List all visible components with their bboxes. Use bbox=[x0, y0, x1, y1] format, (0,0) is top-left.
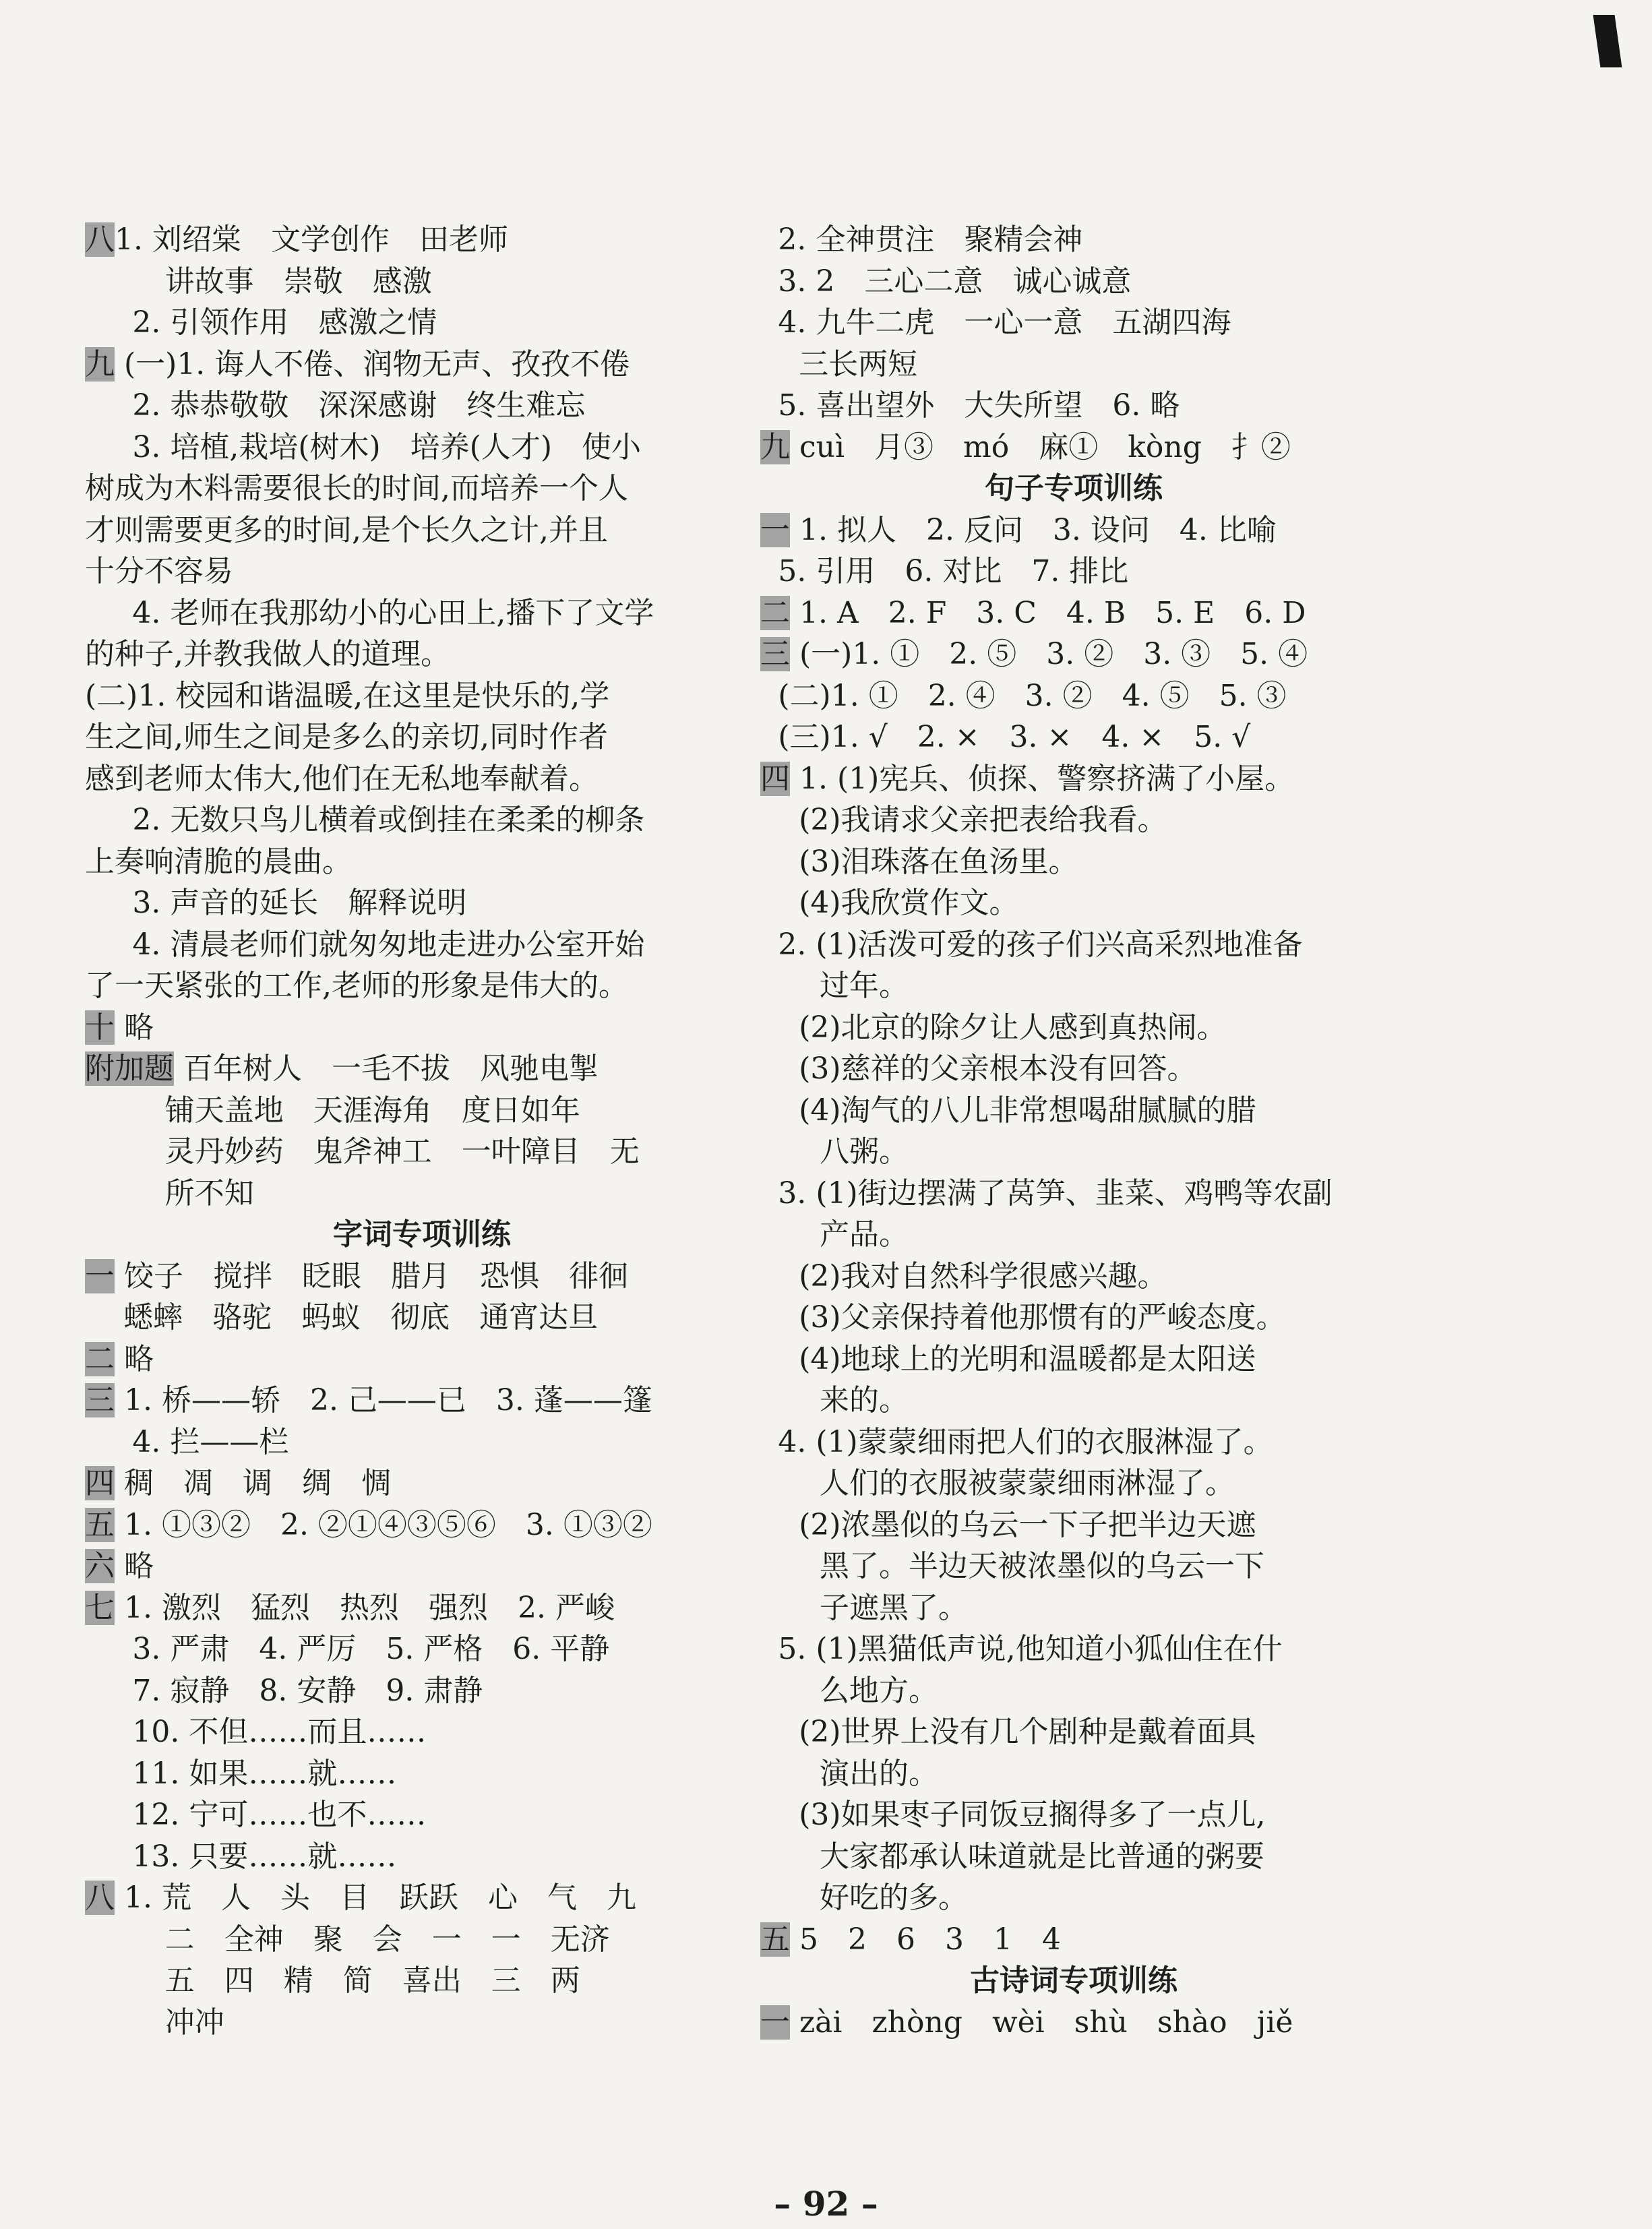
answer-text: 4. 九牛二虎 一心一意 五湖四海 bbox=[778, 305, 1231, 340]
answer-text: 略 bbox=[115, 1341, 154, 1376]
answer-text: 百年树人 一毛不拔 风驰电掣 bbox=[174, 1051, 599, 1086]
answer-text: 2. 无数只鸟儿横着或倒挂在柔柔的柳条 bbox=[132, 803, 645, 837]
answer-text: 了一天紧张的工作,老师的形象是伟大的。 bbox=[85, 969, 628, 1003]
answer-text: 生之间,师生之间是多么的亲切,同时作者 bbox=[85, 720, 608, 754]
answer-text: (4)地球上的光明和温暖都是太阳送 bbox=[799, 1341, 1256, 1376]
answer-text: 饺子 搅拌 眨眼 腊月 恐惧 徘徊 bbox=[115, 1258, 628, 1293]
answer-line bbox=[85, 1007, 759, 1049]
question-number-tag: 四 bbox=[760, 761, 790, 796]
answer-line bbox=[85, 427, 759, 468]
answer-text: (3)泪珠落在鱼汤里。 bbox=[799, 844, 1078, 879]
answer-line bbox=[760, 1877, 1387, 1919]
answer-line bbox=[85, 799, 759, 841]
answer-line bbox=[760, 1504, 1387, 1546]
answer-line bbox=[760, 1836, 1387, 1878]
answer-text: 2. (1)活泼可爱的孩子们兴高采烈地准备 bbox=[778, 927, 1303, 962]
answer-text: 2. 恭恭敬敬 深深感谢 终生难忘 bbox=[132, 388, 586, 423]
answer-line bbox=[760, 1048, 1387, 1090]
answer-line bbox=[760, 1670, 1387, 1712]
answer-line bbox=[85, 468, 759, 510]
answer-text: (一)1. 诲人不倦、润物无声、孜孜不倦 bbox=[115, 346, 630, 381]
answer-text: (一)1. ① 2. ⑤ 3. ② 3. ③ 5. ④ bbox=[790, 637, 1308, 671]
answer-line bbox=[760, 510, 1387, 551]
answer-line bbox=[85, 261, 759, 303]
answer-text: 11. 如果……就…… bbox=[132, 1756, 397, 1791]
answer-text: (4)我欣赏作文。 bbox=[799, 886, 1019, 920]
answer-text: 5. (1)黑猫低声说,他知道小狐仙住在什 bbox=[778, 1632, 1283, 1666]
answer-line bbox=[85, 1504, 759, 1546]
answer-line bbox=[85, 924, 759, 966]
answer-line bbox=[760, 634, 1387, 675]
answer-line bbox=[85, 758, 759, 800]
answer-line bbox=[760, 551, 1387, 592]
answer-text: 大家都承认味道就是比普通的粥要 bbox=[820, 1839, 1264, 1874]
answer-line bbox=[760, 1753, 1387, 1795]
answer-text: 人们的衣服被蒙蒙细雨淋湿了。 bbox=[820, 1466, 1235, 1500]
answer-line bbox=[760, 758, 1387, 800]
answer-text: 4. (1)蒙蒙细雨把人们的衣服淋湿了。 bbox=[778, 1424, 1273, 1459]
answer-text: 5 2 6 3 1 4 bbox=[790, 1922, 1061, 1957]
question-number-tag: 三 bbox=[85, 1383, 115, 1417]
answer-text: 蟋蟀 骆驼 蚂蚁 彻底 通宵达旦 bbox=[123, 1300, 599, 1335]
question-number-tag: 八 bbox=[85, 222, 115, 257]
answer-line bbox=[85, 675, 759, 717]
answer-text: 10. 不但……而且…… bbox=[132, 1715, 427, 1749]
section-title: 句子专项训练 bbox=[985, 471, 1163, 506]
answer-text: 十分不容易 bbox=[85, 554, 233, 588]
answer-line bbox=[760, 1380, 1387, 1422]
question-number-tag: 二 bbox=[760, 595, 790, 630]
answer-line bbox=[760, 1546, 1387, 1587]
answer-line bbox=[85, 1463, 759, 1504]
answer-text: 3. (1)街边摆满了莴笋、韭菜、鸡鸭等农副 bbox=[778, 1175, 1333, 1211]
answer-line bbox=[760, 1131, 1387, 1173]
question-number-tag: 五 bbox=[85, 1507, 115, 1542]
answer-text: 4. 清晨老师们就匆匆地走进办公室开始 bbox=[132, 927, 645, 962]
answer-text: 1. (1)宪兵、侦探、警察挤满了小屋。 bbox=[790, 761, 1295, 796]
answer-text: 1. 拟人 2. 反问 3. 设问 4. 比喻 bbox=[790, 512, 1277, 547]
answer-text: 么地方。 bbox=[820, 1673, 938, 1708]
answer-line bbox=[760, 965, 1387, 1007]
answer-text: 略 bbox=[115, 1010, 154, 1045]
answer-text: 演出的。 bbox=[820, 1756, 938, 1791]
answer-text: 4. 老师在我那幼小的心田上,播下了文学 bbox=[132, 595, 654, 630]
answer-text: (2)浓墨似的乌云一下子把半边天遮 bbox=[799, 1507, 1256, 1542]
answer-line bbox=[760, 1422, 1387, 1463]
answer-text: 感到老师太伟大,他们在无私地奉献着。 bbox=[85, 761, 599, 796]
answer-text: 2. 引领作用 感激之情 bbox=[132, 305, 437, 340]
answer-text: 1. A 2. F 3. C 4. B 5. E 6. D bbox=[790, 595, 1306, 630]
answer-line bbox=[760, 799, 1387, 841]
answer-text: (3)慈祥的父亲根本没有回答。 bbox=[799, 1051, 1197, 1086]
answer-text: 树成为木料需要很长的时间,而培养一个人 bbox=[85, 471, 628, 506]
answer-line bbox=[85, 551, 759, 592]
answer-line bbox=[760, 385, 1387, 427]
answer-text: 来的。 bbox=[820, 1383, 909, 1417]
answer-text: 冲冲 bbox=[164, 2005, 224, 2040]
answer-line bbox=[85, 965, 759, 1007]
answer-text: 产品。 bbox=[820, 1217, 909, 1252]
answer-line bbox=[85, 716, 759, 758]
answer-line bbox=[85, 1256, 759, 1297]
answer-line bbox=[85, 385, 759, 427]
answer-line bbox=[85, 1297, 759, 1339]
question-number-tag: 一 bbox=[85, 1258, 115, 1293]
answer-line bbox=[85, 1173, 759, 1215]
question-number-tag: 二 bbox=[85, 1341, 115, 1376]
answer-text: 好吃的多。 bbox=[820, 1881, 968, 1915]
answer-text: 过年。 bbox=[820, 969, 909, 1003]
page-number: – 92 – bbox=[774, 2184, 878, 2224]
answer-text: 3. 严肃 4. 严厉 5. 严格 6. 平静 bbox=[132, 1632, 610, 1666]
answer-text: (3)如果枣子同饭豆搁得多了一点儿, bbox=[799, 1798, 1266, 1832]
answer-text: 二 全神 聚 会 一 一 无济 bbox=[164, 1922, 610, 1957]
question-number-tag: 八 bbox=[85, 1881, 115, 1915]
answer-line bbox=[85, 1090, 759, 1132]
answer-line bbox=[85, 1628, 759, 1670]
answer-text: 三长两短 bbox=[799, 346, 918, 381]
answer-line bbox=[85, 1339, 759, 1380]
answer-text: 7. 寂静 8. 安静 9. 肃静 bbox=[132, 1673, 483, 1708]
answer-text: 讲故事 崇敬 感激 bbox=[164, 264, 432, 299]
answer-line bbox=[760, 1919, 1387, 1961]
answer-line bbox=[85, 1753, 759, 1795]
answer-text: 黑了。半边天被浓墨似的乌云一下 bbox=[820, 1549, 1264, 1583]
answer-line bbox=[760, 1339, 1387, 1380]
answer-line bbox=[85, 302, 759, 344]
answer-text: 3. 培植,栽培(树木) 培养(人才) 使小 bbox=[132, 429, 642, 464]
question-number-tag: 四 bbox=[85, 1466, 115, 1500]
answer-line bbox=[85, 1960, 759, 2002]
answer-text: 略 bbox=[115, 1549, 154, 1583]
answer-text: (二)1. ① 2. ④ 3. ② 4. ⑤ 5. ③ bbox=[778, 678, 1287, 713]
answer-line bbox=[85, 882, 759, 924]
answer-line bbox=[760, 841, 1387, 883]
answer-text: 1. 激烈 猛烈 热烈 强烈 2. 严峻 bbox=[115, 1590, 615, 1625]
answer-line bbox=[760, 344, 1387, 386]
question-number-tag: 九 bbox=[760, 429, 790, 464]
answer-text: 五 四 精 简 喜出 三 两 bbox=[164, 1963, 580, 1998]
answer-text: 稠 凋 调 绸 惆 bbox=[115, 1466, 391, 1500]
answer-line bbox=[760, 675, 1387, 717]
answer-text: 13. 只要……就…… bbox=[132, 1839, 397, 1874]
question-number-tag: 一 bbox=[760, 2005, 790, 2040]
question-number-tag: 九 bbox=[85, 346, 115, 381]
answer-line bbox=[85, 1670, 759, 1712]
answer-line bbox=[760, 1256, 1387, 1297]
answer-line bbox=[85, 1794, 759, 1836]
question-number-tag: 七 bbox=[85, 1590, 115, 1625]
answer-text: (二)1. 校园和谐温暖,在这里是快乐的,学 bbox=[85, 678, 610, 713]
answer-text: 1. 荒 人 头 目 跃跃 心 气 九 bbox=[115, 1881, 636, 1915]
answer-line bbox=[760, 2002, 1387, 2044]
answer-line bbox=[85, 1422, 759, 1463]
answer-text: 5. 引用 6. 对比 7. 排比 bbox=[778, 554, 1129, 588]
answer-line bbox=[85, 1919, 759, 1961]
answer-text: (三)1. √ 2. × 3. × 4. × 5. √ bbox=[778, 720, 1251, 754]
answer-line bbox=[760, 1297, 1387, 1339]
answer-text: 5. 喜出望外 大失所望 6. 略 bbox=[778, 388, 1180, 423]
answer-line bbox=[760, 882, 1387, 924]
answer-text: 1. 桥——轿 2. 己——已 3. 蓬——篷 bbox=[115, 1383, 652, 1417]
left-column bbox=[85, 219, 759, 2043]
answer-text: 3. 声音的延长 解释说明 bbox=[132, 886, 467, 920]
answer-text: zài zhòng wèi shù shào jiě bbox=[790, 2005, 1293, 2040]
answer-text: (2)北京的除夕让人感到真热闹。 bbox=[799, 1010, 1227, 1045]
answer-text: 1. 刘绍棠 文学创作 田老师 bbox=[115, 222, 508, 257]
answer-text: 灵丹妙药 鬼斧神工 一叶障目 无 bbox=[164, 1134, 640, 1169]
answer-text: cuì 月③ mó 麻① kòng 扌② bbox=[790, 429, 1291, 464]
answer-line bbox=[760, 1587, 1387, 1629]
answer-line bbox=[760, 302, 1387, 344]
question-number-tag: 五 bbox=[760, 1922, 790, 1957]
answer-line bbox=[85, 344, 759, 386]
answer-text: 铺天盖地 天涯海角 度日如年 bbox=[164, 1093, 580, 1128]
answer-text: 12. 宁可……也不…… bbox=[132, 1798, 427, 1832]
right-column bbox=[760, 219, 1387, 2043]
answer-line bbox=[85, 2002, 759, 2044]
answer-line bbox=[760, 1794, 1387, 1836]
answer-text: 子遮黑了。 bbox=[820, 1590, 968, 1625]
answer-text: 3. 2 三心二意 诚心诚意 bbox=[778, 264, 1132, 299]
question-number-tag: 附加题 bbox=[85, 1051, 174, 1086]
answer-line bbox=[85, 219, 759, 261]
answer-text: 1. ①③② 2. ②①④③⑤⑥ 3. ①③② bbox=[115, 1507, 652, 1542]
answer-line bbox=[85, 510, 759, 551]
scan-corner-mark bbox=[1593, 15, 1622, 67]
answer-text: 2. 全神贯注 聚精会神 bbox=[778, 222, 1083, 257]
answer-text: 4. 拦——栏 bbox=[132, 1424, 289, 1459]
answer-line bbox=[760, 1628, 1387, 1670]
answer-line bbox=[760, 1463, 1387, 1504]
answer-line bbox=[85, 592, 759, 634]
answer-line bbox=[760, 592, 1387, 634]
answer-line bbox=[760, 261, 1387, 303]
answer-text: (2)我请求父亲把表给我看。 bbox=[799, 803, 1167, 837]
answer-line bbox=[85, 1836, 759, 1878]
question-number-tag: 一 bbox=[760, 512, 790, 547]
answer-line bbox=[760, 1711, 1387, 1753]
answer-text: (2)世界上没有几个剧种是戴着面具 bbox=[799, 1715, 1256, 1749]
answer-text: (3)父亲保持着他那惯有的严峻态度。 bbox=[799, 1300, 1286, 1335]
answer-line bbox=[760, 1214, 1387, 1256]
answer-line bbox=[760, 427, 1387, 468]
answer-line bbox=[760, 1007, 1387, 1049]
answer-text: 上奏响清脆的晨曲。 bbox=[85, 844, 352, 879]
answer-line bbox=[85, 1711, 759, 1753]
answer-line bbox=[85, 1587, 759, 1629]
section-title: 字词专项训练 bbox=[333, 1217, 511, 1252]
answer-text: 才则需要更多的时间,是个长久之计,并且 bbox=[85, 512, 608, 547]
answer-line bbox=[85, 841, 759, 883]
answer-line bbox=[760, 1173, 1387, 1215]
answer-line bbox=[85, 634, 759, 675]
answer-text: 的种子,并教我做人的道理。 bbox=[85, 637, 450, 671]
question-number-tag: 六 bbox=[85, 1549, 115, 1583]
answer-text: 所不知 bbox=[164, 1175, 254, 1211]
question-number-tag: 三 bbox=[760, 637, 790, 671]
answer-line bbox=[760, 924, 1387, 966]
question-number-tag: 十 bbox=[85, 1010, 115, 1045]
answer-line bbox=[85, 1380, 759, 1422]
answer-text: (4)淘气的八儿非常想喝甜腻腻的腊 bbox=[799, 1093, 1256, 1128]
answer-line bbox=[85, 1048, 759, 1090]
answer-line bbox=[760, 219, 1387, 261]
answer-line bbox=[760, 1090, 1387, 1132]
answer-text: (2)我对自然科学很感兴趣。 bbox=[799, 1258, 1167, 1293]
answer-line bbox=[85, 1131, 759, 1173]
section-title: 古诗词专项训练 bbox=[970, 1963, 1177, 1998]
answer-line bbox=[85, 1546, 759, 1587]
answer-line bbox=[760, 716, 1387, 758]
answer-line bbox=[85, 1877, 759, 1919]
answer-text: 八粥。 bbox=[820, 1134, 909, 1169]
